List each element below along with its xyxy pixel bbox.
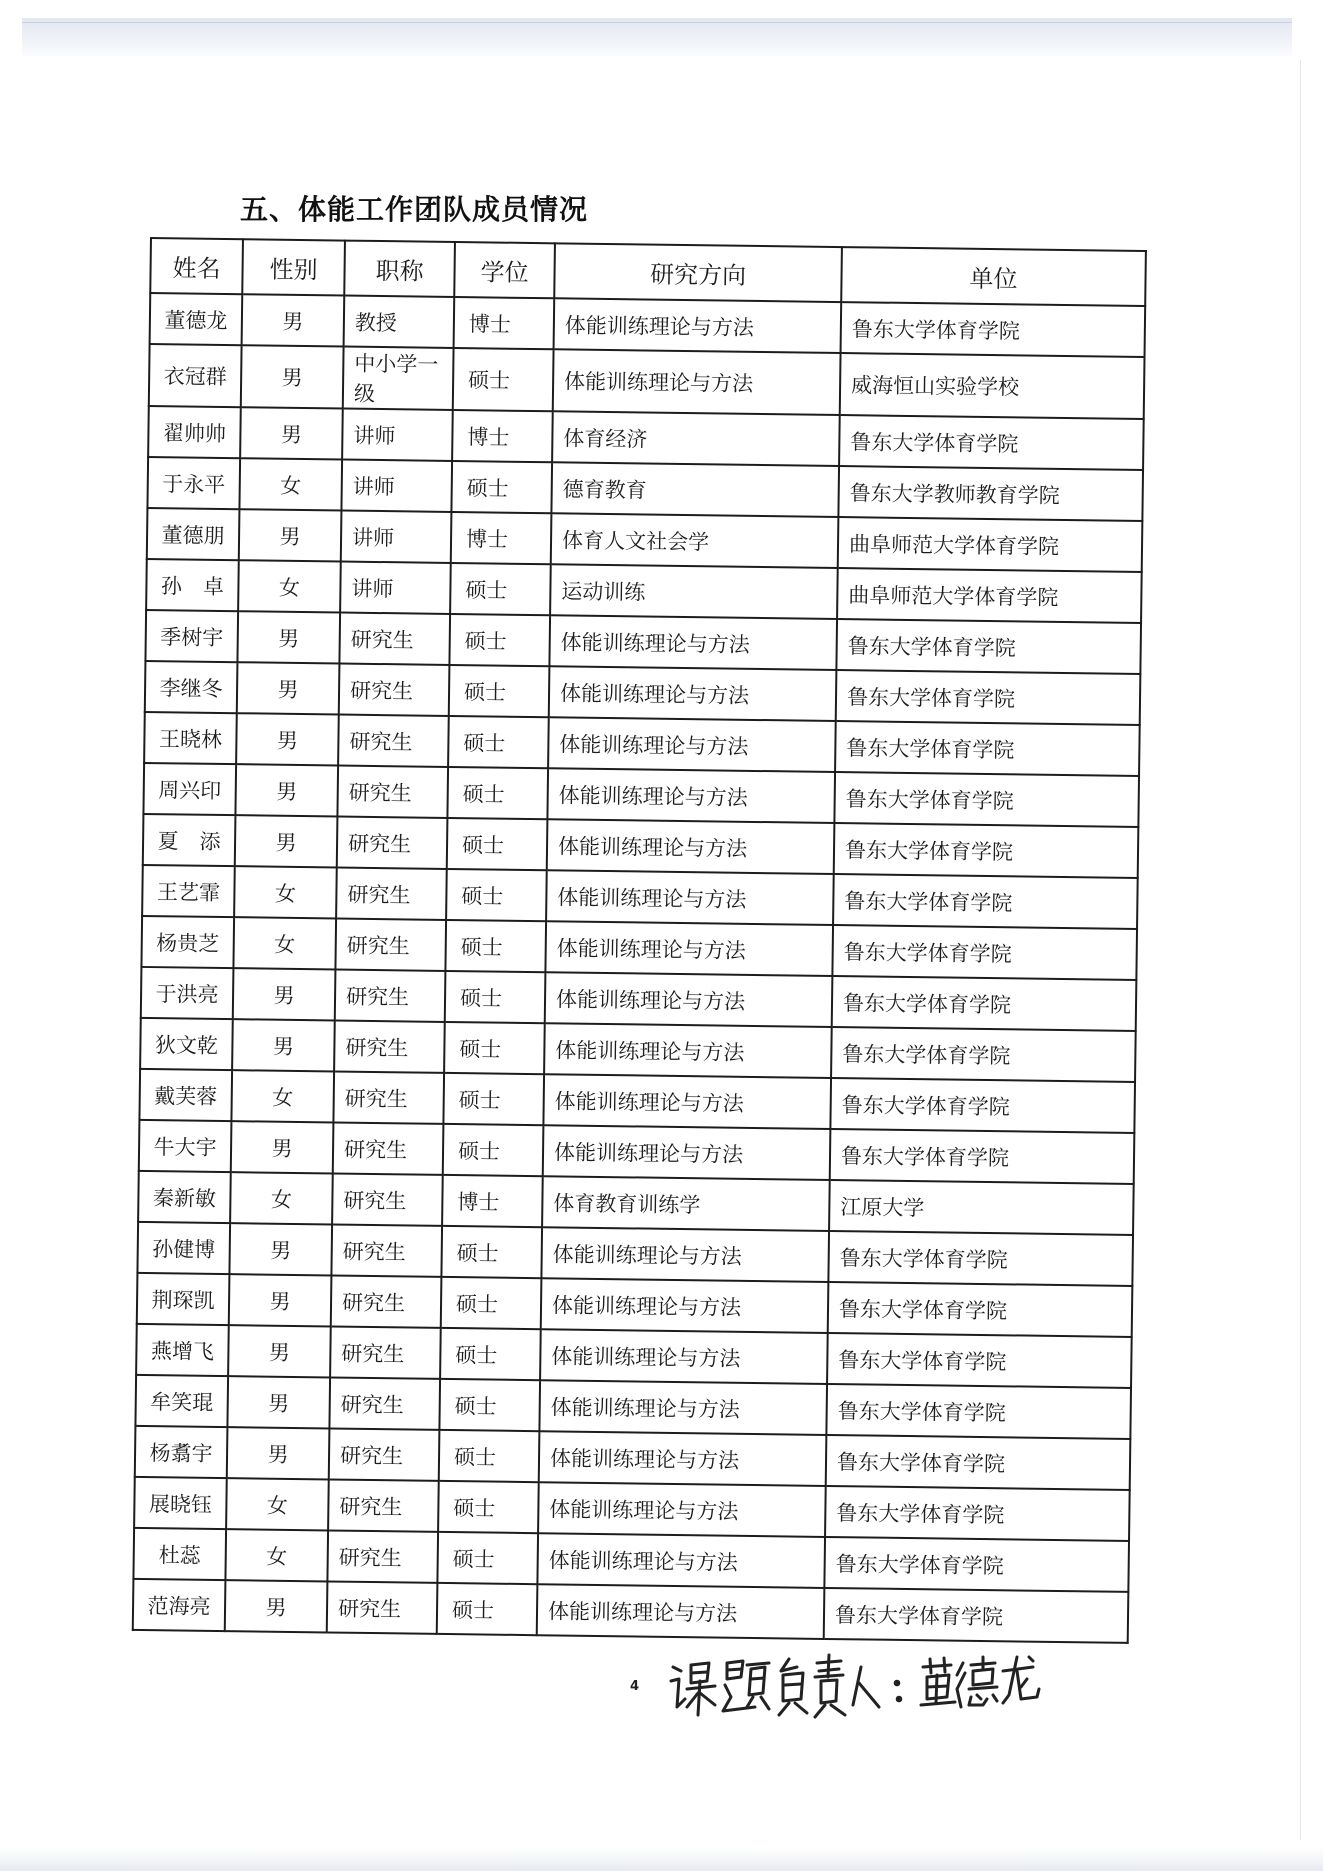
page-number: 4: [630, 1679, 640, 1694]
cell-research-field: 体能训练理论与方法: [547, 819, 835, 874]
cell-title: 研究生: [331, 1275, 442, 1327]
team-table-container: [132, 237, 1145, 1644]
cell-unit: 鲁东大学体育学院: [830, 1129, 1135, 1184]
scan-edge-line: [22, 22, 1292, 23]
cell-degree: 硕士: [439, 1379, 540, 1431]
cell-degree: 硕士: [440, 1328, 541, 1380]
cell-unit: 鲁东大学体育学院: [833, 874, 1138, 929]
cell-name: 戴芙蓉: [139, 1069, 232, 1121]
cell-degree: 硕士: [445, 920, 546, 972]
cell-unit: 鲁东大学体育学院: [832, 976, 1137, 1031]
cell-degree: 硕士: [439, 1430, 540, 1482]
cell-title: 研究生: [327, 1530, 438, 1582]
cell-degree: 硕士: [438, 1481, 539, 1533]
cell-name: 夏 添: [143, 814, 236, 866]
cell-name: 秦新敏: [138, 1171, 231, 1223]
cell-title: 研究生: [333, 1071, 444, 1123]
handwritten-signature-icon: [665, 1645, 1045, 1740]
cell-name: 孙健博: [137, 1222, 230, 1274]
cell-name: 董德龙: [150, 293, 243, 345]
cell-gender: 女: [239, 458, 342, 510]
cell-gender: 男: [235, 815, 338, 867]
cell-title: 研究生: [337, 766, 448, 818]
cell-research-field: 体能训练理论与方法: [540, 1329, 828, 1384]
cell-research-field: 体能训练理论与方法: [543, 1125, 831, 1180]
cell-unit: 鲁东大学体育学院: [834, 772, 1139, 827]
cell-unit: 曲阜师范大学体育学院: [838, 517, 1143, 572]
cell-research-field: 体能训练理论与方法: [545, 921, 833, 976]
cell-title: 研究生: [330, 1326, 441, 1378]
cell-degree: 硕士: [449, 665, 550, 717]
cell-title: 教授: [344, 296, 455, 348]
cell-title: 研究生: [329, 1377, 440, 1429]
cell-name: 范海亮: [133, 1579, 226, 1631]
cell-unit: 鲁东大学体育学院: [827, 1333, 1132, 1388]
cell-name: 李继冬: [145, 661, 238, 713]
cell-name: 季树宇: [145, 610, 238, 662]
cell-title: 研究生: [335, 918, 446, 970]
cell-title: 研究生: [336, 867, 447, 919]
cell-unit: 鲁东大学体育学院: [841, 302, 1146, 357]
cell-research-field: 体能训练理论与方法: [554, 298, 842, 353]
cell-unit: 鲁东大学体育学院: [826, 1435, 1131, 1490]
cell-research-field: 体育人文社会学: [551, 513, 839, 568]
cell-research-field: 体能训练理论与方法: [539, 1380, 827, 1435]
cell-title: 中小学一级: [343, 347, 454, 410]
cell-degree: 硕士: [446, 869, 547, 921]
cell-degree: 硕士: [437, 1532, 538, 1584]
cell-research-field: 体能训练理论与方法: [539, 1431, 827, 1486]
cell-degree: 硕士: [445, 971, 546, 1023]
cell-title: 研究生: [329, 1428, 440, 1480]
cell-unit: 鲁东大学体育学院: [825, 1486, 1130, 1541]
cell-degree: 硕士: [451, 461, 552, 513]
cell-degree: 博士: [454, 297, 555, 349]
cell-research-field: 体育教育训练学: [542, 1176, 830, 1231]
cell-unit: 鲁东大学教师教育学院: [838, 466, 1143, 521]
scan-edge-right: [1300, 60, 1301, 1840]
cell-title: 讲师: [341, 511, 452, 563]
cell-research-field: 体能训练理论与方法: [544, 1023, 832, 1078]
cell-unit: 江原大学: [829, 1180, 1134, 1235]
cell-gender: 男: [236, 713, 339, 765]
cell-unit: 曲阜师范大学体育学院: [837, 568, 1142, 623]
cell-title: 研究生: [328, 1479, 439, 1531]
cell-name: 王艺霏: [142, 865, 235, 917]
cell-gender: 女: [238, 560, 341, 612]
signature-image: [665, 1645, 1045, 1744]
cell-name: 翟帅帅: [148, 406, 241, 458]
cell-gender: 男: [237, 662, 340, 714]
cell-gender: 男: [229, 1223, 332, 1275]
cell-gender: 男: [225, 1580, 328, 1632]
cell-title: 讲师: [340, 562, 451, 614]
cell-gender: 男: [241, 345, 344, 408]
cell-research-field: 体能训练理论与方法: [538, 1482, 826, 1537]
cell-degree: 硕士: [447, 767, 548, 819]
cell-degree: 硕士: [450, 563, 551, 615]
cell-name: 杜蕊: [133, 1528, 226, 1580]
cell-unit: 鲁东大学体育学院: [826, 1384, 1131, 1439]
cell-name: 展晓钰: [134, 1477, 227, 1529]
cell-gender: 男: [242, 294, 345, 346]
cell-research-field: 运动训练: [550, 564, 838, 619]
cell-title: 研究生: [331, 1224, 442, 1276]
cell-gender: 女: [225, 1529, 328, 1581]
cell-unit: 鲁东大学体育学院: [839, 415, 1144, 470]
cell-name: 牛大宇: [139, 1120, 232, 1172]
cell-research-field: 体能训练理论与方法: [537, 1584, 825, 1639]
cell-gender: 男: [239, 509, 342, 561]
cell-name: 杨贵芝: [141, 916, 234, 968]
cell-title: 研究生: [337, 817, 448, 869]
cell-degree: 硕士: [448, 716, 549, 768]
header-unit: 单位: [841, 247, 1146, 306]
cell-research-field: 德育教育: [551, 462, 839, 517]
cell-unit: 鲁东大学体育学院: [835, 721, 1140, 776]
cell-title: 研究生: [339, 664, 450, 716]
cell-degree: 博士: [442, 1175, 543, 1227]
cell-research-field: 体能训练理论与方法: [541, 1278, 829, 1333]
cell-name: 荆琛凯: [137, 1273, 230, 1325]
cell-name: 周兴印: [143, 763, 236, 815]
cell-name: 孙 卓: [146, 559, 239, 611]
cell-gender: 男: [231, 1121, 334, 1173]
header-field: 研究方向: [554, 243, 842, 302]
cell-unit: 鲁东大学体育学院: [824, 1537, 1129, 1592]
scan-shadow-top: [22, 18, 1292, 56]
cell-degree: 硕士: [437, 1583, 538, 1635]
header-title: 职称: [344, 241, 455, 297]
cell-unit: 威海恒山实验学校: [840, 353, 1145, 419]
cell-unit: 鲁东大学体育学院: [836, 619, 1141, 674]
cell-title: 研究生: [338, 715, 449, 767]
cell-degree: 硕士: [444, 1022, 545, 1074]
cell-name: 牟笑琨: [135, 1375, 228, 1427]
cell-title: 讲师: [341, 460, 452, 512]
cell-gender: 女: [231, 1070, 334, 1122]
cell-gender: 男: [235, 764, 338, 816]
cell-unit: 鲁东大学体育学院: [834, 823, 1139, 878]
table-body: [133, 293, 1145, 1643]
cell-unit: 鲁东大学体育学院: [831, 1027, 1136, 1082]
cell-title: 研究生: [334, 1020, 445, 1072]
cell-gender: 男: [227, 1427, 330, 1479]
cell-gender: 男: [229, 1274, 332, 1326]
cell-title: 讲师: [342, 409, 453, 461]
cell-gender: 女: [230, 1172, 333, 1224]
cell-name: 于永平: [147, 457, 240, 509]
cell-title: 研究生: [339, 613, 450, 665]
cell-unit: 鲁东大学体育学院: [832, 925, 1137, 980]
cell-research-field: 体能训练理论与方法: [543, 1074, 831, 1129]
cell-gender: 男: [237, 611, 340, 663]
cell-research-field: 体能训练理论与方法: [553, 349, 841, 415]
cell-name: 燕增飞: [136, 1324, 229, 1376]
cell-gender: 女: [233, 917, 336, 969]
cell-title: 研究生: [335, 969, 446, 1021]
team-members-table: [132, 237, 1147, 1644]
section-title: 五、体能工作团队成员情况: [240, 193, 589, 226]
cell-gender: 男: [232, 1019, 335, 1071]
cell-name: 董德朋: [147, 508, 240, 560]
cell-unit: 鲁东大学体育学院: [828, 1231, 1133, 1286]
cell-research-field: 体育经济: [552, 411, 840, 466]
cell-research-field: 体能训练理论与方法: [549, 666, 837, 721]
cell-gender: 男: [228, 1325, 331, 1377]
cell-research-field: 体能训练理论与方法: [545, 972, 833, 1027]
cell-unit: 鲁东大学体育学院: [830, 1078, 1135, 1133]
cell-title: 研究生: [333, 1122, 444, 1174]
cell-research-field: 体能训练理论与方法: [549, 615, 837, 670]
header-degree: 学位: [454, 242, 555, 298]
cell-degree: 硕士: [441, 1277, 542, 1329]
cell-gender: 女: [234, 866, 337, 918]
cell-name: 王晓林: [144, 712, 237, 764]
cell-degree: 硕士: [447, 818, 548, 870]
cell-unit: 鲁东大学体育学院: [836, 670, 1141, 725]
cell-title: 研究生: [332, 1173, 443, 1225]
cell-title: 研究生: [327, 1581, 438, 1633]
cell-degree: 硕士: [443, 1124, 544, 1176]
cell-name: 杨翥宇: [135, 1426, 228, 1478]
cell-research-field: 体能训练理论与方法: [537, 1533, 825, 1588]
cell-name: 狄文乾: [140, 1018, 233, 1070]
cell-research-field: 体能训练理论与方法: [547, 768, 835, 823]
scan-shadow-bottom: [0, 1848, 1323, 1871]
cell-research-field: 体能训练理论与方法: [541, 1227, 829, 1282]
cell-unit: 鲁东大学体育学院: [824, 1588, 1129, 1643]
cell-degree: 博士: [452, 410, 553, 462]
cell-degree: 硕士: [449, 614, 550, 666]
cell-degree: 硕士: [441, 1226, 542, 1278]
header-gender: 性别: [242, 239, 345, 295]
cell-gender: 男: [227, 1376, 330, 1428]
cell-gender: 男: [240, 407, 343, 459]
cell-name: 于洪亮: [141, 967, 234, 1019]
cell-research-field: 体能训练理论与方法: [548, 717, 836, 772]
cell-name: 衣冠群: [149, 344, 242, 407]
cell-degree: 博士: [451, 512, 552, 564]
header-name: 姓名: [150, 238, 243, 294]
cell-gender: 男: [233, 968, 336, 1020]
cell-unit: 鲁东大学体育学院: [828, 1282, 1133, 1337]
cell-gender: 女: [226, 1478, 329, 1530]
cell-research-field: 体能训练理论与方法: [546, 870, 834, 925]
cell-degree: 硕士: [453, 348, 554, 411]
cell-degree: 硕士: [443, 1073, 544, 1125]
